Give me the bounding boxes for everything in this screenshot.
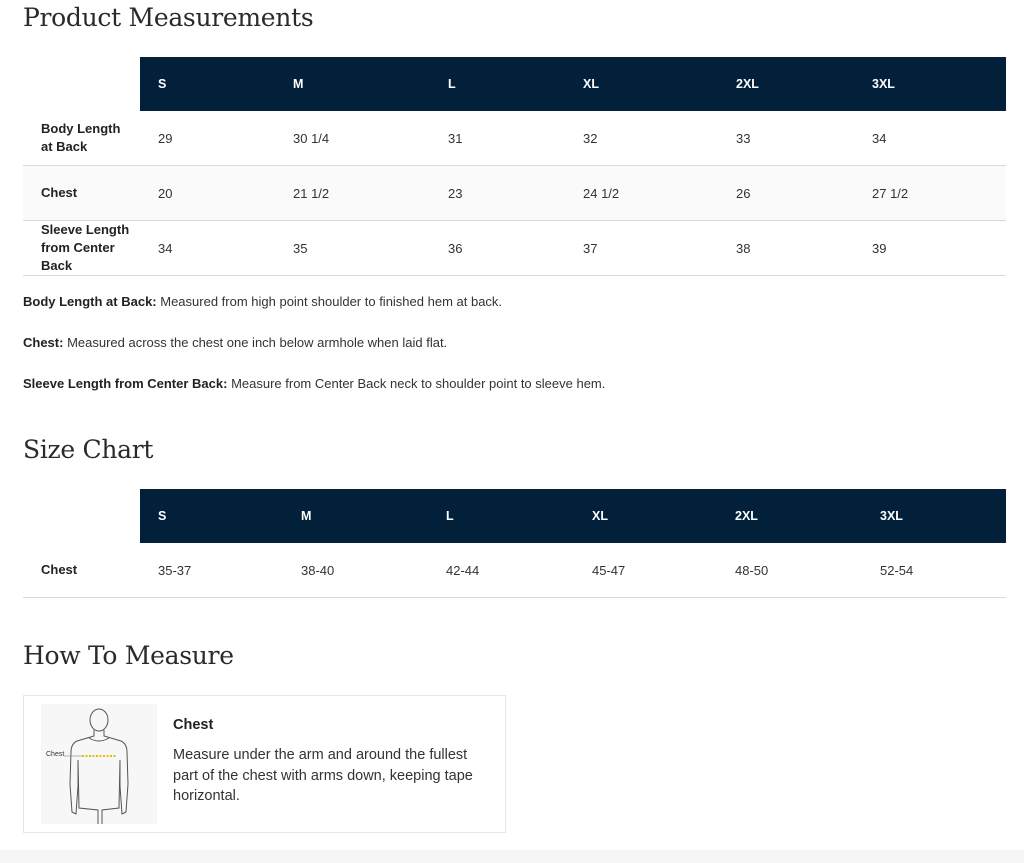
table-row: [23, 111, 1006, 166]
page-bottom-edge: [0, 850, 1024, 863]
note-text: Measure from Center Back neck to shoulder point to sleeve hem.: [227, 376, 606, 391]
header-size: M: [275, 57, 430, 111]
note-chest: [23, 335, 605, 376]
header-size: S: [140, 57, 275, 111]
measure-card: [23, 695, 506, 833]
table-cell: 29: [140, 111, 275, 166]
table-cell: 38-40: [283, 543, 428, 598]
table-cell: 30 1/4: [275, 111, 430, 166]
header-size: XL: [574, 489, 717, 543]
card-title: Chest: [173, 717, 214, 733]
note-term: Body Length at Back:: [23, 294, 157, 309]
product-measurements-table: [23, 57, 1006, 276]
note-text: Measured across the chest one inch below armhole when laid flat.: [63, 335, 448, 350]
body-outline-icon: [41, 704, 157, 824]
header-size: XL: [565, 57, 718, 111]
note-sleeve-length: [23, 376, 605, 417]
header-size: L: [430, 57, 565, 111]
how-to-measure-title: How To Measure: [23, 641, 234, 670]
table-cell: 39: [854, 221, 1006, 276]
table-cell: 27 1/2: [854, 166, 1006, 221]
table-header-row: [23, 489, 1006, 543]
note-term: Sleeve Length from Center Back:: [23, 376, 228, 391]
table-row: [23, 166, 1006, 221]
table-header-row: [23, 57, 1006, 111]
table-cell: 21 1/2: [275, 166, 430, 221]
chest-measure-figure: [41, 704, 157, 824]
size-chart-title: Size Chart: [23, 435, 154, 464]
table-cell: 34: [140, 221, 275, 276]
header-size: 3XL: [862, 489, 1006, 543]
header-size: M: [283, 489, 428, 543]
note-term: Chest:: [23, 335, 64, 350]
table-cell: 20: [140, 166, 275, 221]
header-size: 3XL: [854, 57, 1006, 111]
header-size: 2XL: [718, 57, 854, 111]
note-body-length: [23, 294, 605, 335]
measurement-notes: [23, 294, 605, 417]
table-cell: 36: [430, 221, 565, 276]
figure-chest-label: Chest: [46, 751, 65, 758]
header-size: S: [140, 489, 283, 543]
table-cell: 38: [718, 221, 854, 276]
table-cell: 42-44: [428, 543, 574, 598]
table-cell: 35: [275, 221, 430, 276]
table-cell: 48-50: [717, 543, 862, 598]
size-chart-table: [23, 489, 1006, 598]
table-cell: 52-54: [862, 543, 1006, 598]
table-row: [23, 221, 1006, 276]
table-cell: 26: [718, 166, 854, 221]
table-cell: 45-47: [574, 543, 717, 598]
table-row: [23, 543, 1006, 598]
table-cell: 32: [565, 111, 718, 166]
table-cell: 24 1/2: [565, 166, 718, 221]
header-blank: [23, 489, 140, 543]
table-cell: 23: [430, 166, 565, 221]
table-cell: 37: [565, 221, 718, 276]
product-measurements-title: Product Measurements: [23, 3, 314, 32]
table-cell: 35-37: [140, 543, 283, 598]
row-label: Chest: [23, 543, 140, 598]
table-cell: 31: [430, 111, 565, 166]
note-text: Measured from high point shoulder to finished hem at back.: [156, 294, 503, 309]
header-size: 2XL: [717, 489, 862, 543]
card-text: Measure under the arm and around the fullest part of the chest with arms down, keeping tape horizontal.: [173, 747, 473, 804]
header-blank: [23, 57, 140, 111]
row-label: Sleeve Length from Center Back: [23, 221, 140, 276]
table-cell: 34: [854, 111, 1006, 166]
row-label: Chest: [23, 166, 140, 221]
row-label: Body Length at Back: [23, 111, 140, 166]
table-cell: 33: [718, 111, 854, 166]
header-size: L: [428, 489, 574, 543]
